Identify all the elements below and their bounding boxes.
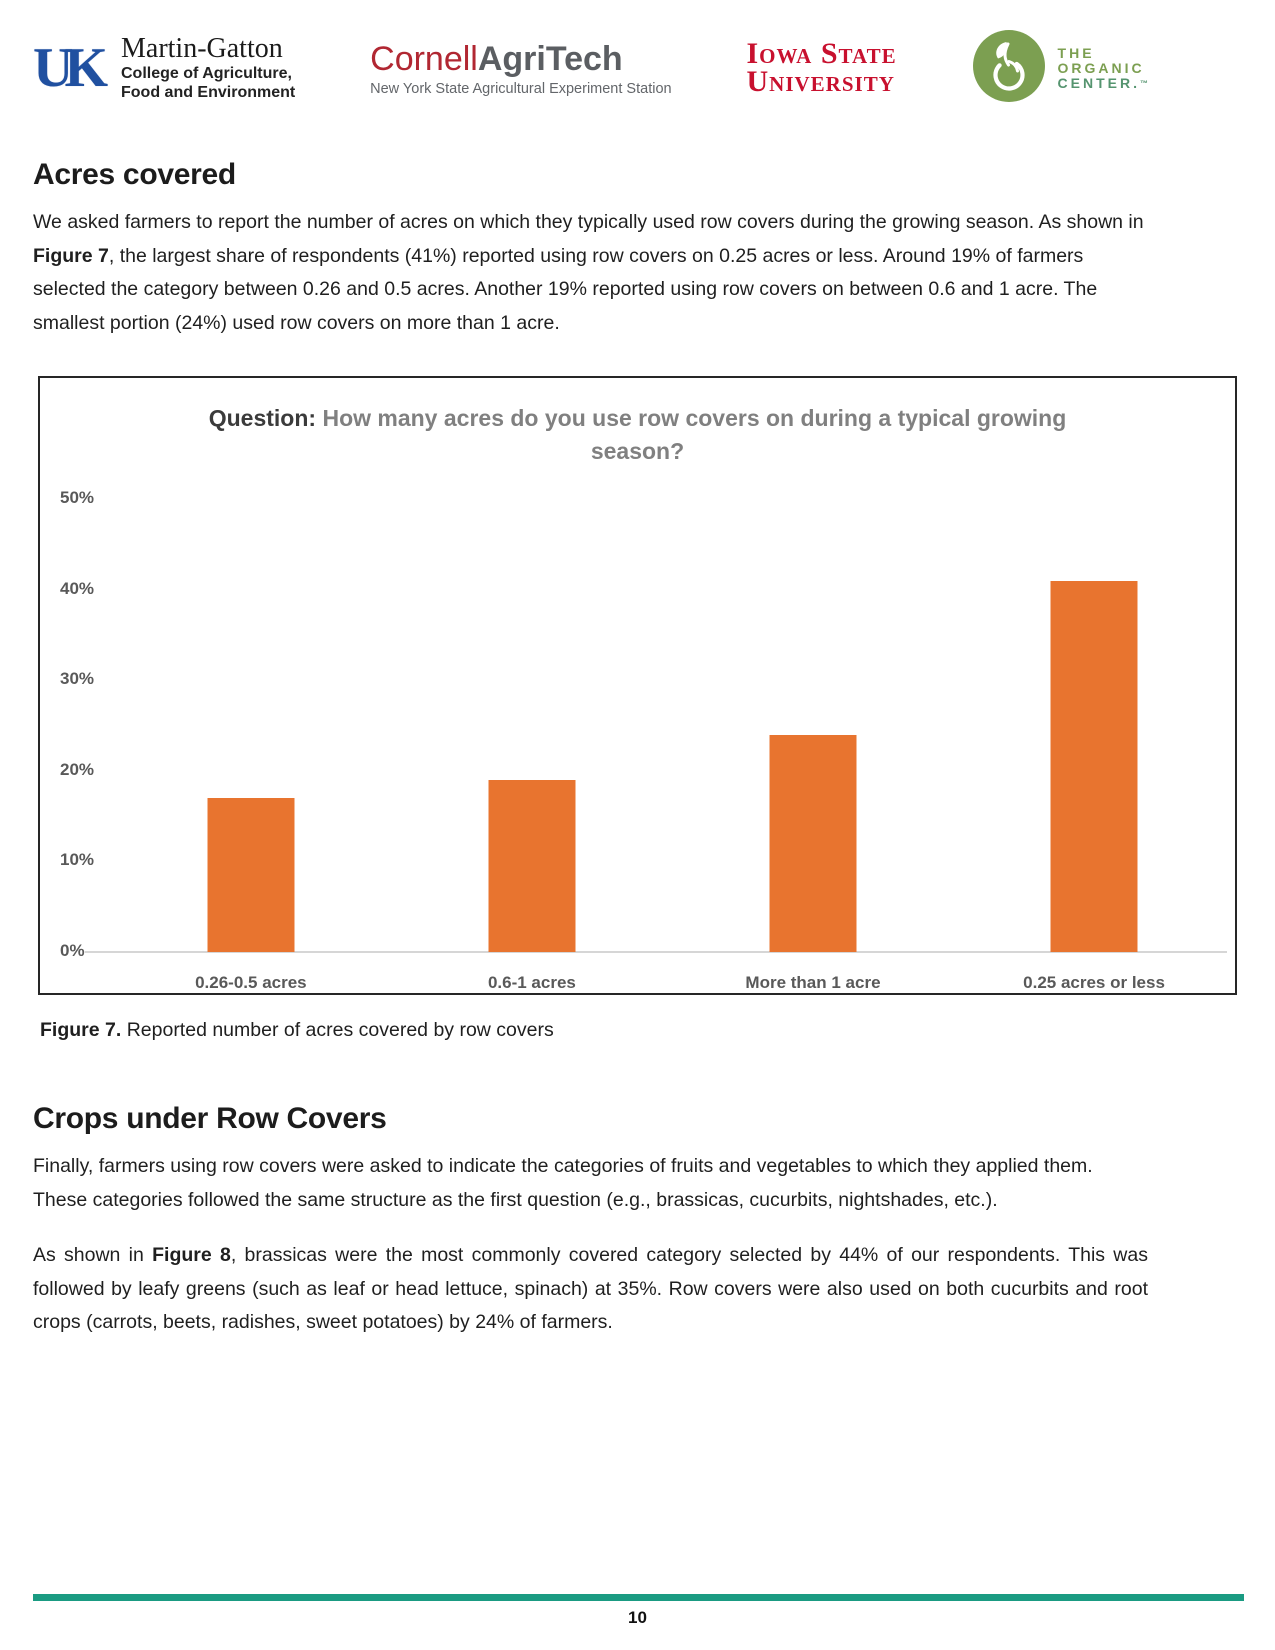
header-logo-row <box>33 22 1148 114</box>
x-axis-category-label: 0.25 acres or less <box>1023 973 1165 992</box>
cornell-agritech-logo <box>370 39 671 97</box>
figure-7-bar-chart <box>38 376 1237 995</box>
section-heading-crops-under-row-covers: Crops under Row Covers <box>33 1102 387 1135</box>
trademark-symbol: ™ <box>1139 78 1148 88</box>
x-axis-category-label: 0.6-1 acres <box>487 973 576 992</box>
iowa-state-line1: Iowa State <box>746 37 897 70</box>
uk-logo-title: Martin-Gatton <box>121 33 283 64</box>
y-axis-tick-label: 50% <box>60 488 95 507</box>
cornell-logo-subtitle: New York State Agricultural Experiment Station <box>370 81 672 97</box>
uk-logo-text <box>121 34 295 102</box>
paragraph-crops-1: Finally, farmers using row covers were asked to indicate the categories of fruits and vegetables to which they applied them. These categories followed the same structure as the first question (e.g., brassicas, cucurbits, nightshades, etc.). <box>33 1155 1093 1211</box>
uk-martin-gatton-logo <box>33 34 295 102</box>
x-axis-category-label: 0.26-0.5 acres <box>195 973 307 992</box>
figure-7-caption-label: Figure 7. <box>40 1019 122 1041</box>
organic-center-text <box>1058 46 1148 91</box>
chart-question-title: Question: How many acres do you use row covers on during a typical growing season? <box>208 405 1067 464</box>
organic-center-seedling-icon <box>972 29 1046 108</box>
figure-7-caption: Figure 7. Reported number of acres covered by row covers <box>40 1019 554 1041</box>
organic-center-line3: CENTER.™ <box>1057 74 1148 91</box>
x-axis-category-label: More than 1 acre <box>745 973 881 992</box>
iowa-state-line2: University <box>746 65 895 98</box>
agritech-word: AgriTech <box>477 40 623 78</box>
bar-0-25-acres-or-less <box>1051 581 1138 952</box>
uk-logo-subtitle-1: College of Agriculture, <box>121 65 292 82</box>
iowa-state-logo <box>746 37 897 98</box>
organic-center-logo <box>972 29 1148 108</box>
bar-more-than-1-acre <box>769 735 856 952</box>
footer-divider-rule <box>33 1594 1244 1601</box>
uk-logo-subtitle-2: Food and Environment <box>121 84 296 101</box>
organic-center-line2: ORGANIC <box>1057 59 1145 76</box>
bar-0-6-1-acres <box>488 780 575 952</box>
paragraph-crops-2: As shown in Figure 8, brassicas were the most commonly covered category selected by 44% of our respondents. This was followed by leafy greens (such as leaf or head lettuce, spinach) at 35%. Row covers were also used on both cucurbits and root crops (carrots, beets, radishes, sweet potatoes) by 24% of farmers. <box>33 1244 1148 1333</box>
y-axis-tick-label: 10% <box>60 850 95 870</box>
y-axis-tick-label: 30% <box>60 669 95 689</box>
y-axis-tick-label: 0% <box>60 941 85 960</box>
figure-7-reference: Figure 7 <box>33 244 109 267</box>
y-axis-tick-label: 40% <box>60 578 95 598</box>
paragraph-acres-covered: We asked farmers to report the number of acres on which they typically used row covers during the growing season. As shown in Figure 7, the largest share of respondents (41%) reported using row covers on 0.25 acres or less. Around 19% of farmers selected the category between 0.26 and 0.5 acres. Another 19% reported using row covers on between 0.6 and 1 acre. The smallest portion (24%) used row covers on more than 1 acre. <box>33 211 1144 334</box>
bar-0-26-0-5-acres <box>207 798 294 952</box>
figure-8-reference: Figure 8 <box>152 1244 231 1266</box>
plot-area <box>60 488 1227 992</box>
organic-center-line1: THE <box>1057 44 1095 61</box>
page-number: 10 <box>628 1608 647 1627</box>
chart-question-label: Question: <box>208 405 317 431</box>
y-axis-tick-label: 20% <box>60 759 95 779</box>
cornell-word: Cornell <box>370 40 478 78</box>
section-heading-acres-covered: Acres covered <box>33 158 236 191</box>
uk-logo-icon: UK <box>33 37 99 99</box>
cornell-logo-wordmark <box>370 41 671 77</box>
